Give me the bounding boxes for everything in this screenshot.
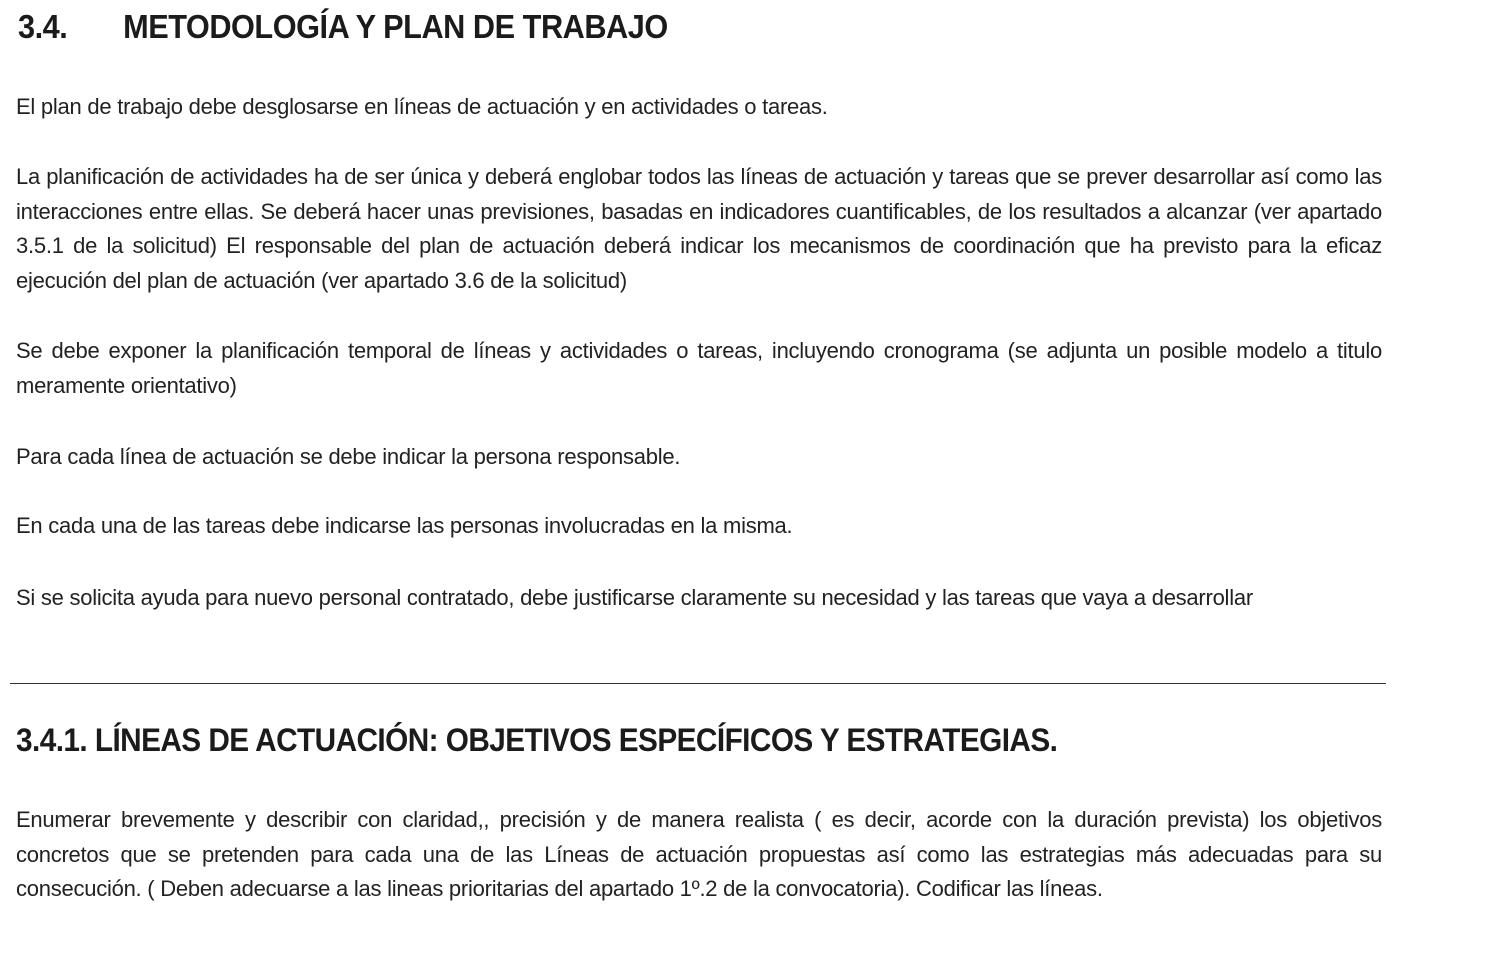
paragraph-planificacion-temporal: Se debe exponer la planificación temporal de líneas y actividades o tareas, incluyendo cronograma (se adjunta un posible modelo a titulo meramente orientativo) [16,338,1382,398]
paragraph-plan-desglose: El plan de trabajo debe desglosarse en líneas de actuación y en actividades o tareas. [16,94,828,119]
subsection-heading: 3.4.1. LÍNEAS DE ACTUACIÓN: OBJETIVOS ESPECÍFICOS Y ESTRATEGIAS. [16,722,1058,758]
paragraph-personas-involucradas: En cada una de las tareas debe indicarse las personas involucradas en la misma. [16,513,793,538]
paragraph-nuevo-personal: Si se solicita ayuda para nuevo personal contratado, debe justificarse claramente su necesidad y las tareas que vaya a desarrollar [16,585,1253,610]
section-number: 3.4. [18,8,68,45]
section-title: METODOLOGÍA Y PLAN DE TRABAJO [123,8,668,45]
section-heading [18,8,668,46]
section-divider [10,683,1386,684]
paragraph-planificacion-actividades: La planificación de actividades ha de ser única y deberá englobar todos las líneas de actuación y tareas que se prever desarrollar así como las interacciones entre ellas. Se deberá hacer unas previsiones, basadas en indicadores cuantificables, de los resultados a alcanzar (ver apartado 3.5.1 de la solicitud) El responsable del plan de actuación deberá indicar los mecanismos de coordinación que ha previsto para la eficaz ejecución del plan de actuación (ver apartado 3.6 de la solicitud) [16,164,1382,293]
paragraph-lineas-actuacion: Enumerar brevemente y describir con claridad,, precisión y de manera realista ( es decir, acorde con la duración prevista) los objetivos concretos que se pretenden para cada una de las Líneas de actuación propuestas así como las estrategias más adecuadas para su consecución. ( Deben adecuarse a las lineas prioritarias del apartado 1º.2 de la convocatoria). Codificar las líneas. [16,807,1382,901]
paragraph-persona-responsable: Para cada línea de actuación se debe indicar la persona responsable. [16,444,681,469]
